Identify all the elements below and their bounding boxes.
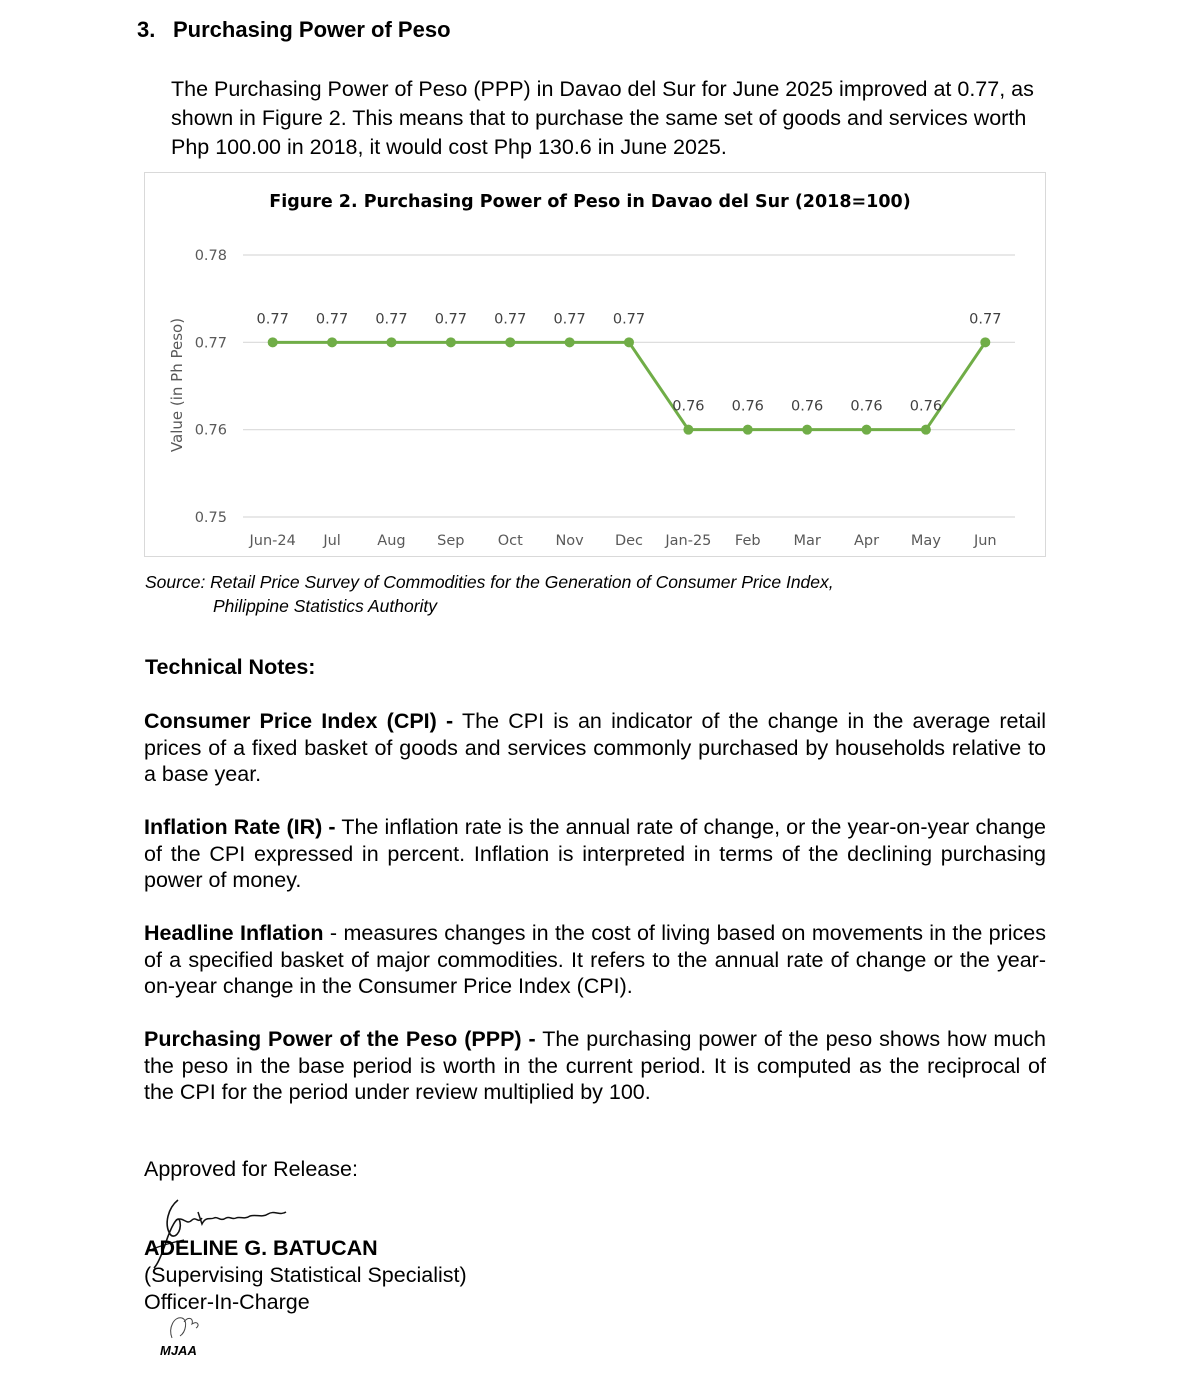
data-label: 0.77 (612, 311, 646, 328)
data-points (268, 337, 991, 434)
note-term: Consumer Price Index (CPI) - (144, 709, 454, 733)
section-title: Purchasing Power of Peso (173, 17, 451, 42)
data-point (980, 337, 990, 347)
note-term: Purchasing Power of the Peso (PPP) - (144, 1027, 536, 1051)
note-text: The inflation rate is the annual rate of change, or the year-on-year change of the CPI expressed in percent. Inflation is interpreted in terms of the declining purchasing power of money. (144, 815, 1046, 892)
data-point (327, 337, 337, 347)
x-tick-label: May (910, 533, 941, 549)
note-text: - measures changes in the cost of living based on movements in the prices of a specified basket of major commodities. It refers to the annual rate of change or the year-on-year change in the Consumer Price Index (CPI). (144, 921, 1046, 998)
data-label: 0.76 (731, 398, 764, 415)
data-label: 0.76 (672, 398, 705, 415)
initials-mark (158, 1310, 218, 1360)
y-tick-label: 0.76 (194, 422, 227, 439)
data-point (743, 425, 753, 435)
note-ppp (144, 1026, 1046, 1106)
section-number: 3. (137, 17, 156, 42)
note-cpi (144, 708, 1046, 788)
data-label: 0.77 (969, 311, 1002, 328)
data-point (505, 337, 515, 347)
note-inflation-rate (144, 814, 1046, 894)
data-labels (257, 311, 1002, 414)
note-term: Headline Inflation (144, 921, 324, 945)
data-label: 0.77 (434, 311, 467, 328)
data-label: 0.76 (850, 398, 883, 415)
y-tick-label: 0.75 (194, 510, 227, 526)
source-line-1: Source: Retail Price Survey of Commodities for the Generation of Consumer Price Index, (145, 572, 834, 592)
data-point (268, 337, 278, 347)
signatory-name: ADELINE G. BATUCAN (144, 1236, 378, 1260)
data-label: 0.77 (494, 311, 527, 328)
x-tick-label: Dec (614, 533, 644, 549)
y-tick-labels (195, 248, 227, 526)
x-tick-labels (249, 533, 997, 549)
intro-paragraph (171, 75, 1047, 162)
data-point (921, 425, 931, 435)
data-point (386, 337, 396, 347)
section-heading (137, 17, 451, 43)
y-tick-label: 0.77 (194, 335, 227, 352)
data-point (802, 425, 812, 435)
ppp-series-line (273, 342, 986, 429)
x-tick-label: Jun-24 (249, 533, 296, 549)
x-tick-label: Nov (555, 533, 584, 549)
data-label: 0.77 (315, 311, 349, 328)
data-label: 0.77 (375, 311, 408, 328)
note-headline-inflation (144, 920, 1046, 1000)
x-tick-label: Apr (853, 533, 880, 549)
technical-notes-heading: Technical Notes: (145, 655, 316, 679)
x-tick-label: Oct (497, 533, 523, 549)
x-tick-label: Feb (734, 533, 761, 549)
data-label: 0.77 (553, 311, 586, 328)
x-tick-label: Mar (793, 533, 821, 549)
initials-text: MJAA (160, 1343, 197, 1358)
note-text: The purchasing power of the peso shows how much the peso in the base period is worth in the current period. It is computed as the reciprocal of the CPI for the period under review multiplied by 100. (144, 1027, 1046, 1104)
y-axis-label: Value (in Ph Peso) (168, 317, 186, 453)
signatory-office: Officer-In-Charge (144, 1290, 310, 1314)
data-point (683, 425, 693, 435)
data-point (624, 337, 634, 347)
x-tick-label: Jul (323, 533, 341, 549)
gridlines (243, 255, 1015, 517)
data-point (565, 337, 575, 347)
data-label: 0.76 (909, 398, 943, 415)
x-tick-label: Sep (437, 533, 465, 549)
data-label: 0.77 (256, 311, 289, 328)
x-tick-label: Jun (973, 533, 997, 549)
intro-text: The Purchasing Power of Peso (PPP) in Davao del Sur for June 2025 improved at 0.77, as shown in Figure 2. This means that to purchase the same set of goods and services worth Php 100.00 in 2018, it would cost Php 130.6 in June 2025. (171, 77, 1034, 159)
note-term: Inflation Rate (IR) - (144, 815, 336, 839)
approved-label: Approved for Release: (144, 1157, 358, 1181)
technical-notes (144, 708, 1046, 1132)
data-label: 0.76 (791, 398, 824, 415)
data-point (862, 425, 872, 435)
signatory-position: (Supervising Statistical Specialist) (144, 1263, 467, 1287)
x-tick-label: Jan-25 (665, 533, 712, 549)
y-tick-label: 0.78 (194, 248, 227, 264)
chart-source (145, 570, 834, 618)
ppp-line-chart-svg (145, 173, 1047, 558)
source-line-2: Philippine Statistics Authority (213, 596, 438, 616)
chart-title: Figure 2. Purchasing Power of Peso in Davao del Sur (2018=100) (269, 192, 911, 212)
data-point (446, 337, 456, 347)
ppp-chart (144, 172, 1046, 557)
x-tick-label: Aug (377, 533, 406, 549)
note-text: The CPI is an indicator of the change in the average retail prices of a fixed basket of goods and services commonly purchased by households relative to a base year. (144, 709, 1046, 786)
